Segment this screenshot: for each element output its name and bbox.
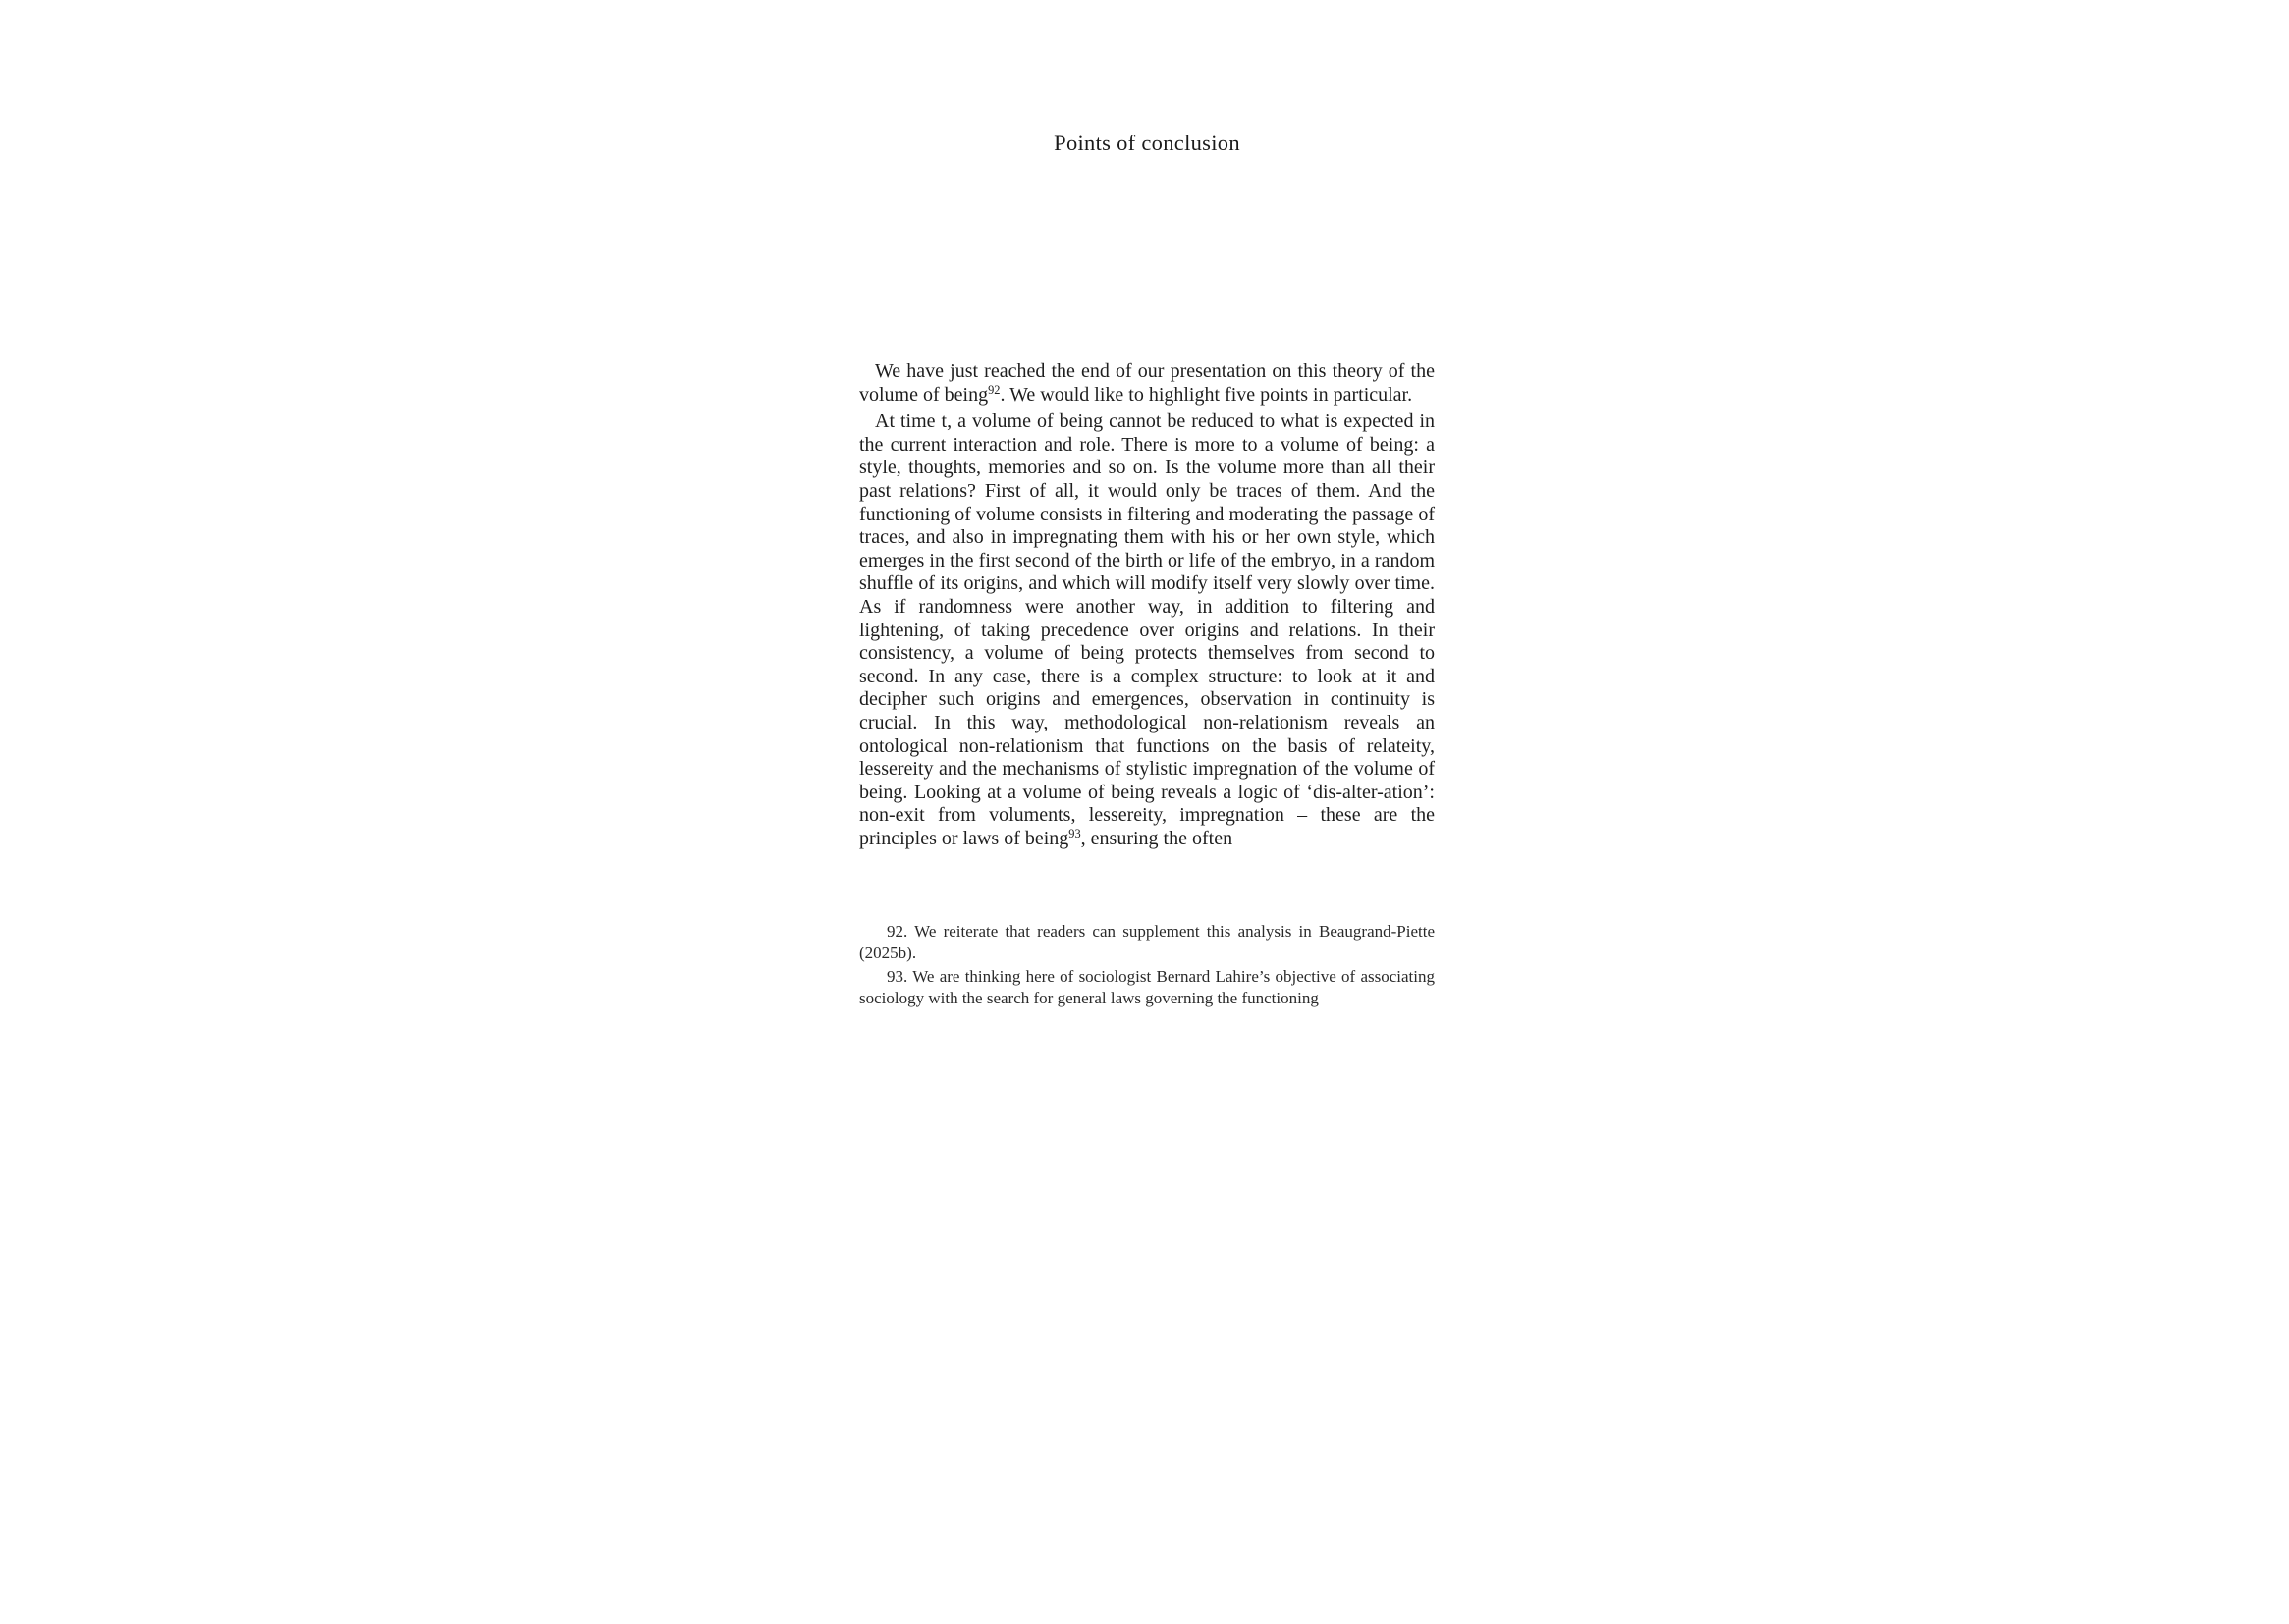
footnote-ref-92: 92 [988, 382, 1001, 397]
footnote-ref-93: 93 [1068, 827, 1081, 841]
right-page [859, 0, 1435, 1624]
paragraph-1-text: We have just reached the end of our presentation on this theory of the volume of being [859, 360, 1435, 406]
footnotes-section [859, 921, 1435, 1008]
paragraph-2-text: At time t, a volume of being cannot be reduced to what is expected in the current interaction and role. There is more to a volume of being: a style, thoughts, memories and so on. Is the volume more than all their past relations? First of all, it would only be traces of them. And the functioning of volume consists in filtering and moderating the passage of traces, and also in impregnating them with his or her own style, which emerges in the first second of the birth or life of the embryo, in a random shuffle of its origins, and which will modify itself very slowly over time. As if randomness were another way, in addition to filtering and lightening, of taking precedence over origins and relations. In their consistency, a volume of being protects themselves from second to second. In any case, there is a complex structure: to look at it and decipher such origins and emergences, observation in continuity is crucial. In this way, methodological non-relationism reveals an ontological non-relationism that functions on the basis of relateity, lessereity and the mechanisms of stylistic impregnation of the volume of being. Looking at a volume of being reveals a logic of ‘dis-alter-ation’: non-exit from voluments, lessereity, impregnation – these are the principles or laws of being [859, 410, 1435, 849]
page-heading: Points of conclusion [1054, 131, 1240, 155]
footnote-92: 92. We reiterate that readers can supplement this analysis in Beaugrand-Piette (2025b). [859, 922, 1435, 962]
body-text-block [859, 360, 1435, 850]
paragraph-1-text-after-ref: . We would like to highlight five points in particular. [1000, 383, 1413, 406]
paragraph-2-text-after-ref: , ensuring the often [1080, 827, 1233, 849]
footnote-93: 93. We are thinking here of sociologist Bernard Lahire’s objective of associating sociology with the search for general laws governing the functioning [859, 967, 1435, 1007]
body-paragraph-1 [859, 360, 1435, 406]
body-paragraph-2 [859, 410, 1435, 850]
